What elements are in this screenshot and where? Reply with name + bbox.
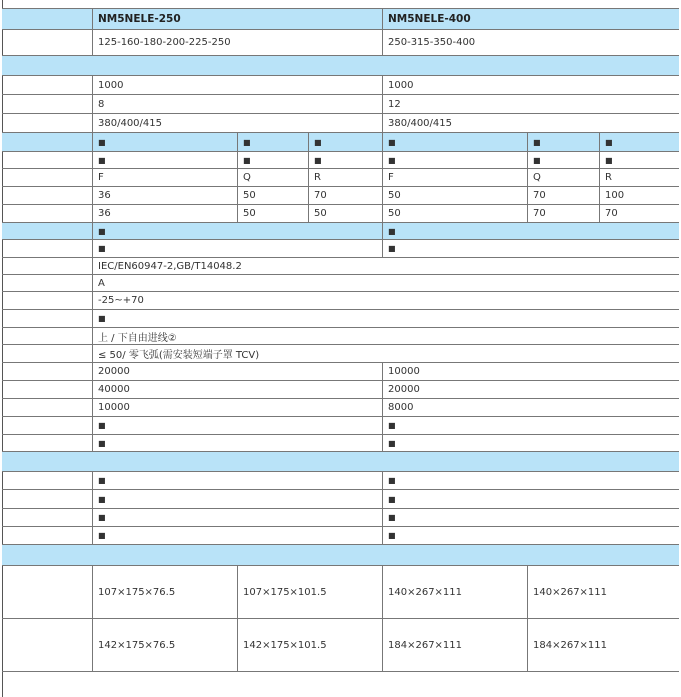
- mark: ■: [382, 435, 679, 451]
- table-row-marks-7: [2, 472, 679, 490]
- table-row-standard: [2, 258, 679, 275]
- dim-400-4p: 140×267×111: [527, 566, 679, 618]
- mark: ■: [237, 152, 308, 168]
- table-row-uimp: [2, 95, 679, 114]
- icu-f-400: 50: [382, 187, 527, 204]
- mark: ■: [382, 527, 679, 544]
- mech-life-250: 20000: [92, 363, 382, 380]
- ratings-250: 125-160-180-200-225-250: [92, 30, 382, 55]
- category-value: A: [92, 275, 679, 291]
- mark: ■: [382, 472, 679, 489]
- section-band: [2, 545, 679, 566]
- mark: ■: [382, 490, 679, 508]
- table-row-ics: [2, 205, 679, 223]
- model-250-header: NM5NELE-250: [92, 9, 382, 29]
- ics-q-250: 50: [237, 205, 308, 222]
- ics-r-250: 50: [308, 205, 382, 222]
- icu-f-250: 36: [92, 187, 237, 204]
- elec-life-2-250: 10000: [92, 399, 382, 416]
- dim-250-4p-alt: 142×175×101.5: [237, 619, 382, 671]
- ics-q-400: 70: [527, 205, 599, 222]
- mark: ■: [92, 509, 382, 526]
- elec-life-1-400: 20000: [382, 381, 679, 398]
- arc-value: ≤ 50/ 零飞弧(需安装短端子罩 TCV): [92, 345, 679, 362]
- ui-400: 1000: [382, 76, 679, 94]
- mech-life-400: 10000: [382, 363, 679, 380]
- mark: ■: [382, 152, 527, 168]
- table-row-marks-2: [2, 152, 679, 169]
- mark: ■: [599, 133, 679, 151]
- mark: ■: [92, 527, 382, 544]
- ics-f-250: 36: [92, 205, 237, 222]
- elec-life-1-250: 40000: [92, 381, 382, 398]
- mark: ■: [92, 472, 382, 489]
- mark: ■: [527, 133, 599, 151]
- table-row-temp: [2, 292, 679, 310]
- mark: ■: [382, 509, 679, 526]
- mark: ■: [599, 152, 679, 168]
- grade-f-400: F: [382, 169, 527, 186]
- table-row-arc: [2, 345, 679, 363]
- table-row-icu: [2, 187, 679, 205]
- mark: ■: [92, 310, 679, 327]
- dim-400-4p-alt: 184×267×111: [527, 619, 679, 671]
- dim-250-4p: 107×175×101.5: [237, 566, 382, 618]
- ue-400: 380/400/415: [382, 114, 679, 132]
- mark: ■: [527, 152, 599, 168]
- ratings-400: 250-315-350-400: [382, 30, 679, 55]
- mark: ■: [382, 133, 527, 151]
- table-row-dims-2: [2, 619, 679, 672]
- mark: ■: [237, 133, 308, 151]
- mark: ■: [382, 417, 679, 434]
- mark: ■: [92, 435, 382, 451]
- table-row-marks-6: [2, 435, 679, 452]
- table-row-ui: [2, 76, 679, 95]
- ics-r-400: 70: [599, 205, 679, 222]
- dim-250-3p-alt: 142×175×76.5: [92, 619, 237, 671]
- mark: ■: [308, 133, 382, 151]
- table-row-ratings: [2, 30, 679, 56]
- table-row-marks-10: [2, 527, 679, 545]
- ue-250: 380/400/415: [92, 114, 382, 132]
- table-row-grades: [2, 169, 679, 187]
- mark: ■: [92, 152, 237, 168]
- grade-r-400: R: [599, 169, 679, 186]
- mark: ■: [382, 240, 679, 257]
- model-400-header: NM5NELE-400: [382, 9, 679, 29]
- table-row-marks-9: [2, 509, 679, 527]
- icu-r-250: 70: [308, 187, 382, 204]
- mark: ■: [92, 223, 382, 239]
- table-header-row: [2, 8, 679, 30]
- table-row-elec-life-1: [2, 381, 679, 399]
- mark: ■: [92, 417, 382, 434]
- table-row-marks-5: [2, 417, 679, 435]
- grade-r-250: R: [308, 169, 382, 186]
- mark: ■: [92, 490, 382, 508]
- table-row-dims-1: [2, 566, 679, 619]
- elec-life-2-400: 8000: [382, 399, 679, 416]
- table-row-wiring: [2, 328, 679, 345]
- table-row-mark-full: [2, 310, 679, 328]
- temperature-value: -25~+70: [92, 292, 679, 309]
- ics-f-400: 50: [382, 205, 527, 222]
- dim-400-3p-alt: 184×267×111: [382, 619, 527, 671]
- ui-250: 1000: [92, 76, 382, 94]
- table-row-marks-4: [2, 240, 679, 258]
- dim-400-3p: 140×267×111: [382, 566, 527, 618]
- icu-q-250: 50: [237, 187, 308, 204]
- spec-table: [2, 0, 679, 697]
- table-row-marks-8: [2, 490, 679, 509]
- uimp-250: 8: [92, 95, 382, 113]
- table-row-elec-life-2: [2, 399, 679, 417]
- table-row-category: [2, 275, 679, 292]
- standard-value: IEC/EN60947-2,GB/T14048.2: [92, 258, 679, 274]
- grade-q-250: Q: [237, 169, 308, 186]
- table-row-ue: [2, 114, 679, 133]
- section-band: [2, 56, 679, 76]
- icu-r-400: 100: [599, 187, 679, 204]
- mark: ■: [382, 223, 679, 239]
- mark: ■: [92, 133, 237, 151]
- dim-250-3p: 107×175×76.5: [92, 566, 237, 618]
- table-row-mech-life: [2, 363, 679, 381]
- mark: ■: [92, 240, 382, 257]
- grade-q-400: Q: [527, 169, 599, 186]
- uimp-400: 12: [382, 95, 679, 113]
- wiring-value: 上 / 下自由进线②: [92, 328, 679, 344]
- icu-q-400: 70: [527, 187, 599, 204]
- table-row-marks-1: [2, 133, 679, 152]
- grade-f-250: F: [92, 169, 237, 186]
- table-row-marks-3: [2, 223, 679, 240]
- section-band: [2, 452, 679, 472]
- mark: ■: [308, 152, 382, 168]
